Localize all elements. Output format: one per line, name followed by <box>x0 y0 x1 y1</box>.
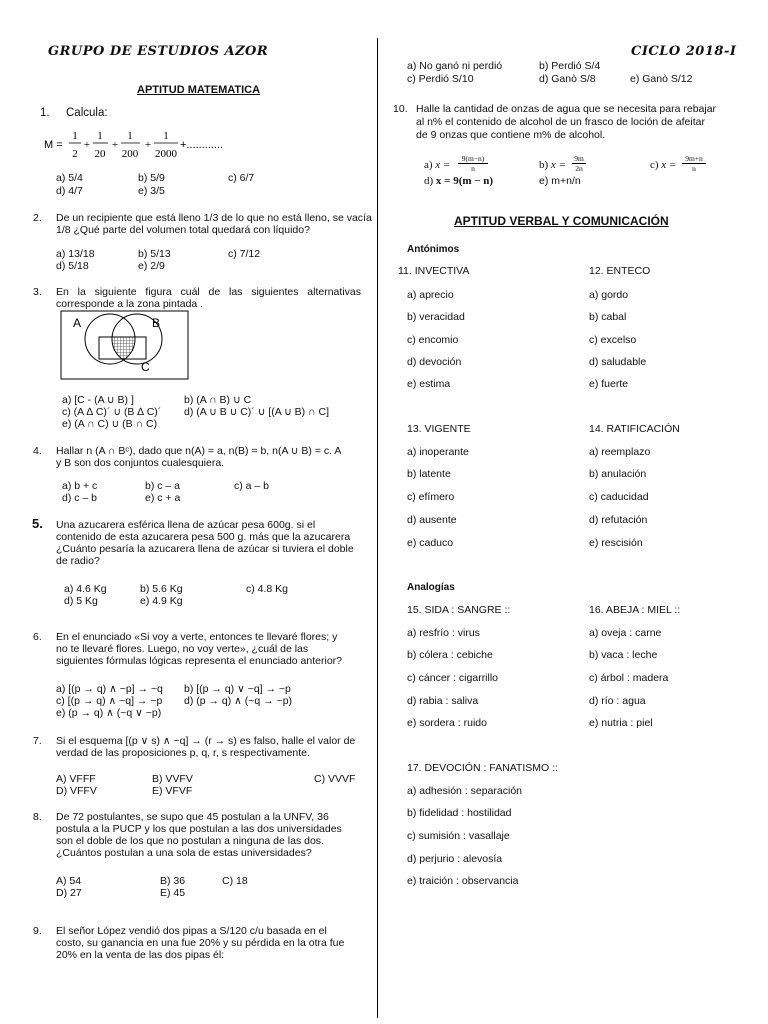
option-d: d) c – b <box>62 492 98 504</box>
option-c: c) a – b <box>234 480 270 492</box>
question-line: son el doble de los que no postulan a ninguna de las dos. <box>56 835 324 847</box>
question-line: De 72 postulantes, se supo que 45 postulan a la UNFV, 36 <box>56 811 329 823</box>
question-title: 14. RATIFICACIÓN <box>589 423 680 435</box>
option-b: b) anulación <box>589 468 647 480</box>
option-a: a) [C - (A ∪ B) ] <box>62 394 134 406</box>
option-d: d) rabia : saliva <box>407 695 479 707</box>
option-c: c) sumisión : vasallaje <box>407 830 510 842</box>
option-b: b) cabal <box>589 311 627 323</box>
option-c: c) Perdió S/10 <box>407 73 474 85</box>
m-label: M = <box>44 139 63 151</box>
option-a: a) inoperante <box>407 446 469 458</box>
venn-diagram <box>60 310 190 382</box>
option-d: d) (A ∪ B ∪ C)´ ∪ [(A ∪ B) ∩ C] <box>184 406 330 418</box>
fraction-1-denominator: 2 <box>72 148 78 160</box>
option-e: e) (p → q) ∧ (~q ∨ ~p) <box>56 707 162 719</box>
antonyms-subtitle: Antónimos <box>407 244 460 255</box>
option-a: A) 54 <box>56 875 82 887</box>
fraction-4-numerator: 1 <box>163 130 169 142</box>
option-a: a) aprecio <box>407 289 454 301</box>
option-b: b) vaca : leche <box>589 649 658 661</box>
option-e: e) Ganò S/12 <box>630 73 693 85</box>
option-c: c) caducidad <box>589 491 649 503</box>
question-line: 20% en la venta de las dos pipas él: <box>56 949 225 961</box>
option-a: a) x = <box>424 159 451 171</box>
option-d: d) perjurio : alevosía <box>407 853 503 865</box>
question-number: 10. <box>393 103 408 115</box>
question-number: 3. <box>33 286 42 298</box>
section-title-verbal: APTITUD VERBAL Y COMUNICACIÓN <box>454 214 669 228</box>
question-line: En el enunciado «Si voy a verte, entonces te llevaré flores; y <box>56 631 338 643</box>
option-c: c) 4.8 Kg <box>246 583 289 595</box>
question-number: 7. <box>33 735 42 747</box>
option-d: d) Ganò S/8 <box>539 73 596 85</box>
question-line: En la siguiente figura cuál de las siguientes alternativas <box>56 286 361 298</box>
option-a-fraction: 9(m−n) n <box>458 154 488 173</box>
question-number: 2. <box>33 212 42 224</box>
option-e: e) traición : observancia <box>407 875 519 887</box>
question-line: costo, su ganancia en una fue 20% y su pérdida en la otra fue <box>56 937 345 949</box>
label-a: A <box>73 316 82 330</box>
option-b: b) c – a <box>145 480 181 492</box>
option-a: A) VFFF <box>56 773 96 785</box>
question-line: no te llevaré flores. Luego, no voy verte», ¿cuál de las <box>56 643 309 655</box>
section-title-math: APTITUD MATEMATICA <box>137 84 261 96</box>
option-d: d) río : agua <box>589 695 646 707</box>
question-number: 5. <box>32 516 43 531</box>
question-number: 8. <box>33 811 42 823</box>
option-b: b) latente <box>407 468 451 480</box>
option-c: c) excelso <box>589 334 637 346</box>
option-b: b) Perdió S/4 <box>539 60 601 72</box>
question-line: postula a la PUCP y los que postulan a las dos universidades <box>56 823 342 835</box>
option-a: a) 5/4 <box>56 172 83 184</box>
cycle-label: CICLO 2018-I <box>631 44 737 59</box>
option-c: c) efímero <box>407 491 455 503</box>
option-e: e) c + a <box>145 492 181 504</box>
option-a: a) reemplazo <box>589 446 651 458</box>
question-title: 11. INVECTIVA <box>398 265 470 277</box>
series-tail: +............ <box>180 139 224 151</box>
option-b-fraction: 9m 2n <box>572 154 586 173</box>
question-line: y B son dos conjuntos cualesquiera. <box>56 457 225 469</box>
option-e: e) (A ∩ C) ∪ (B ∩ C) <box>62 418 158 430</box>
option-b: b) 5/9 <box>138 172 165 184</box>
question-title: 15. SIDA : SANGRE :: <box>407 604 511 616</box>
option-a: a) b + c <box>62 480 98 492</box>
question-line: verdad de las proposiciones p, q, r, s respectivamente. <box>56 747 310 759</box>
fraction-2-numerator: 1 <box>97 130 103 142</box>
question-line: Hallar n (A ∩ Bᶜ), dado que n(A) = a, n(B) = b, n(A ∪ B) = c. A <box>56 445 342 457</box>
option-c: c) encomio <box>407 334 459 346</box>
option-c: c) cáncer : cigarrillo <box>407 672 499 684</box>
option-e: e) caduco <box>407 537 454 549</box>
fraction-1-numerator: 1 <box>72 130 78 142</box>
question-title: 16. ABEJA : MIEL :: <box>589 604 681 616</box>
question-line: Halle la cantidad de onzas de agua que se necesita para rebajar <box>416 103 717 115</box>
option-b: b) veracidad <box>407 311 465 323</box>
option-d: D) 27 <box>56 887 82 899</box>
option-c: c) x = <box>650 159 677 171</box>
option-d: D) VFFV <box>56 785 97 797</box>
option-e: e) 3/5 <box>138 185 165 197</box>
column-divider <box>377 38 378 1018</box>
option-d: d) devoción <box>407 356 462 368</box>
option-c: C) 18 <box>222 875 248 887</box>
plus-sign: + <box>111 139 119 151</box>
option-d: d) ausente <box>407 514 457 526</box>
question-title: 12. ENTECO <box>589 265 651 277</box>
fraction-2-denominator: 20 <box>94 148 106 160</box>
question-line: Una azucarera esférica llena de azúcar pesa 600g. si el <box>56 519 316 531</box>
question-text: Calcula: <box>66 107 108 119</box>
option-b: b) 5.6 Kg <box>140 583 183 595</box>
fraction-3-denominator: 200 <box>121 148 139 160</box>
analogies-subtitle: Analogías <box>407 582 455 593</box>
option-d: d) 4/7 <box>56 185 83 197</box>
option-a: a) 13/18 <box>56 248 95 260</box>
question-line: de 9 onzas que contiene m% de alcohol. <box>416 129 606 141</box>
question-line: El señor López vendió dos pipas a S/120 c/u basada en el <box>56 925 327 937</box>
option-e: e) rescisión <box>589 537 643 549</box>
question-line: 1/8 ¿Qué parte del volumen total quedará con líquido? <box>56 224 310 236</box>
option-a: a) resfrío : virus <box>407 627 480 639</box>
question-title: 17. DEVOCIÓN : FANATISMO :: <box>407 762 558 774</box>
option-b: b) x = <box>539 159 566 171</box>
option-d: d) saludable <box>589 356 647 368</box>
option-d: d) 5/18 <box>56 260 89 272</box>
option-a: a) gordo <box>589 289 629 301</box>
question-line: al n% el contenido de alcohol de un frasco de loción de afeitar <box>416 116 705 128</box>
option-e: e) fuerte <box>589 378 629 390</box>
option-a: a) [(p → q) ∧ ~p] → ~q <box>56 683 163 695</box>
option-d: d) refutación <box>589 514 648 526</box>
option-e: e) m+n/n <box>539 175 581 187</box>
question-number: 1. <box>40 107 50 119</box>
option-b: B) VVFV <box>152 773 193 785</box>
option-c: c) 6/7 <box>228 172 255 184</box>
question-title: 13. VIGENTE <box>407 423 471 435</box>
option-e: e) 4.9 Kg <box>140 595 183 607</box>
plus-sign: + <box>144 139 152 151</box>
question-line: siguientes fórmulas lógicas representa el enunciado anterior? <box>56 655 343 667</box>
question-line: corresponde a la zona pintada . <box>56 298 204 310</box>
option-a: a) adhesión : separación <box>407 785 522 797</box>
question-line: Si el esquema [(p ∨ s) ∧ ~q] → (r → s) es falso, halle el valor de <box>56 735 356 747</box>
fraction-3-numerator: 1 <box>127 130 133 142</box>
question-number: 4. <box>33 445 42 457</box>
sum-formula <box>44 128 244 164</box>
question-line: ¿Cuánto pesaría la azucarera llena de azúcar si tuviera el doble <box>56 543 354 555</box>
option-c: C) VVVF <box>314 773 356 785</box>
option-e: e) 2/9 <box>138 260 165 272</box>
question-number: 9. <box>33 925 42 937</box>
option-d: d) (p → q) ∧ (~q → ~p) <box>184 695 293 707</box>
question-line: ¿Cuántos postulan a una sola de estas universidades? <box>56 847 312 859</box>
option-e: e) estima <box>407 378 451 390</box>
fraction-4-denominator: 2000 <box>155 148 177 160</box>
option-b: b) cólera : cebiche <box>407 649 493 661</box>
question-line: de radio? <box>56 555 100 567</box>
question-line: De un recipiente que está lleno 1/3 de lo que no está lleno, se vacía <box>56 212 372 224</box>
option-c-fraction: 9m+n n <box>682 154 706 173</box>
option-c: c) árbol : madera <box>589 672 669 684</box>
option-b: b) [(p → q) ∨ ~q] → ~p <box>184 683 291 695</box>
option-d: d) 5 Kg <box>64 595 98 607</box>
label-b: B <box>152 316 161 330</box>
option-a: a) oveja : carne <box>589 627 662 639</box>
option-a: a) 4.6 Kg <box>64 583 107 595</box>
option-c: c) 7/12 <box>228 248 261 260</box>
question-line: contenido de esta azucarera pesa 500 g. más que la azucarera <box>56 531 351 543</box>
label-c: C <box>141 360 150 374</box>
option-b: B) 36 <box>160 875 186 887</box>
plus-sign: + <box>83 139 91 151</box>
option-e: E) 45 <box>160 887 186 899</box>
option-e: e) nutria : piel <box>589 717 653 729</box>
school-name: GRUPO DE ESTUDIOS AZOR <box>48 44 269 59</box>
option-b: b) fidelidad : hostilidad <box>407 807 512 819</box>
option-e: E) VFVF <box>152 785 193 797</box>
option-c: c) (A ∆ C)´ ∪ (B ∆ C)´ <box>62 406 162 418</box>
question-number: 6. <box>33 631 42 643</box>
option-a: a) No ganó ni perdió <box>407 60 503 72</box>
option-c: c) [(p → q) ∧ ~q] → ~p <box>56 695 163 707</box>
option-d: d) x = 9(m − n) <box>424 175 494 187</box>
option-e: e) sordera : ruido <box>407 717 487 729</box>
option-b: b) (A ∩ B) ∪ C <box>184 394 252 406</box>
option-b: b) 5/13 <box>138 248 171 260</box>
